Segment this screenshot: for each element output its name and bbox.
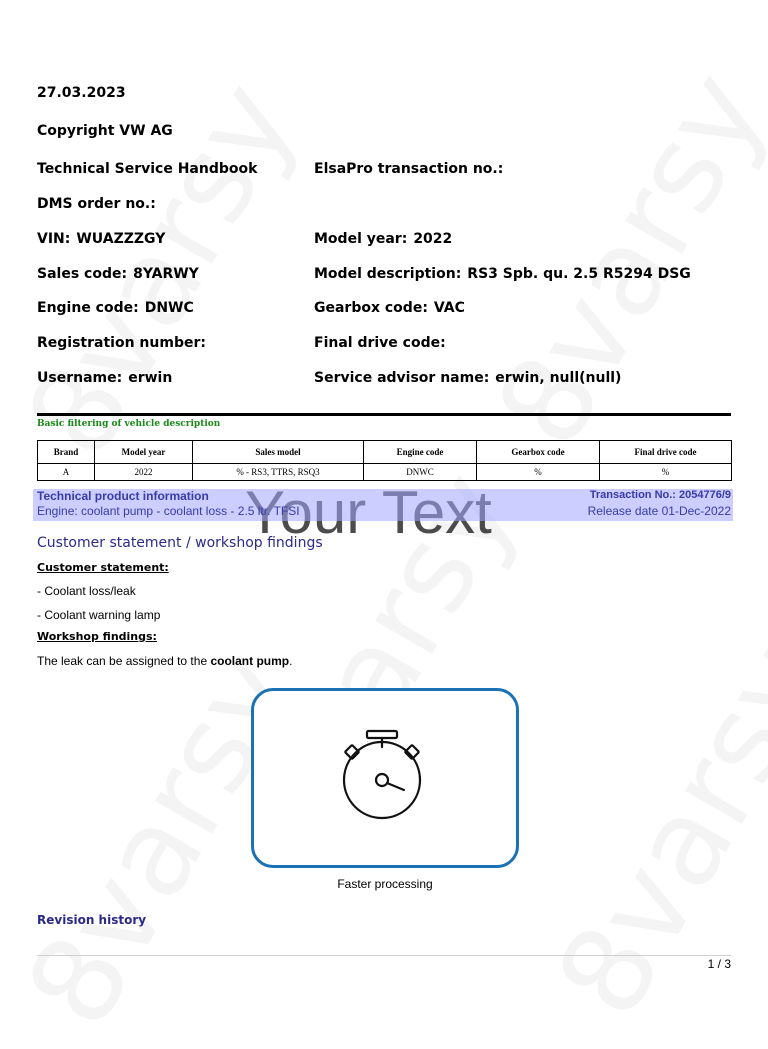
header-sales-model: Sales model	[193, 441, 364, 464]
document-date: 27.03.2023	[37, 85, 126, 101]
engine-code-field: Engine code: DNWC	[37, 300, 194, 316]
sales-code-field: Sales code: 8YARWY	[37, 266, 199, 282]
section-heading: Customer statement / workshop findings	[37, 535, 323, 551]
username-field: Username: erwin	[37, 370, 173, 386]
tpi-title: Technical product information	[37, 489, 209, 503]
handbook-title: Technical Service Handbook	[37, 161, 258, 177]
divider	[37, 413, 731, 416]
tpi-subtitle: Engine: coolant pump - coolant loss - 2.5 ltr. TFSI	[37, 504, 300, 518]
page-indicator: 1 / 3	[707, 957, 731, 971]
header-brand: Brand	[38, 441, 95, 464]
list-item: - Coolant warning lamp	[37, 608, 161, 622]
header-engine-code: Engine code	[364, 441, 477, 464]
cell-brand: A	[38, 464, 95, 481]
watermark	[531, 620, 768, 1039]
findings-text: The leak can be assigned to the coolant pump.	[37, 654, 293, 668]
cell-model-year: 2022	[95, 464, 193, 481]
footer-divider	[37, 955, 731, 956]
filter-table	[37, 440, 732, 481]
elsapro-field: ElsaPro transaction no.:	[314, 161, 504, 177]
header-model-year: Model year	[95, 441, 193, 464]
registration-field: Registration number:	[37, 335, 206, 351]
dms-field: DMS order no.:	[37, 196, 156, 212]
card-caption: Faster processing	[337, 877, 433, 891]
header-final-drive-code: Final drive code	[600, 441, 732, 464]
revision-history-link[interactable]: Revision history	[37, 913, 147, 927]
cell-sales-model: % - RS3, TTRS, RSQ3	[193, 464, 364, 481]
cell-gearbox-code: %	[477, 464, 600, 481]
cell-final-drive-code: %	[600, 464, 732, 481]
table-header-row	[38, 441, 732, 464]
transaction-number: Transaction No.: 2054776/9	[589, 489, 731, 501]
header-gearbox-code: Gearbox code	[477, 441, 600, 464]
watermark	[471, 50, 768, 469]
list-item: - Coolant loss/leak	[37, 584, 136, 598]
final-drive-field: Final drive code:	[314, 335, 446, 351]
stopwatch-icon	[254, 691, 516, 865]
model-description-field: Model description: RS3 Spb. qu. 2.5 R5294 DSG	[314, 266, 691, 282]
faster-processing-card	[251, 688, 519, 868]
vin-field: VIN: WUAZZZGY	[37, 231, 166, 247]
workshop-findings-label: Workshop findings:	[37, 630, 157, 643]
filter-title: Basic filtering of vehicle description	[37, 419, 221, 429]
release-date: Release date 01-Dec-2022	[587, 504, 731, 518]
service-advisor-field: Service advisor name: erwin, null(null)	[314, 370, 622, 386]
copyright: Copyright VW AG	[37, 123, 173, 139]
cell-engine-code: DNWC	[364, 464, 477, 481]
customer-statement-label: Customer statement:	[37, 561, 169, 574]
gearbox-code-field: Gearbox code: VAC	[314, 300, 465, 316]
model-year-field: Model year: 2022	[314, 231, 453, 247]
